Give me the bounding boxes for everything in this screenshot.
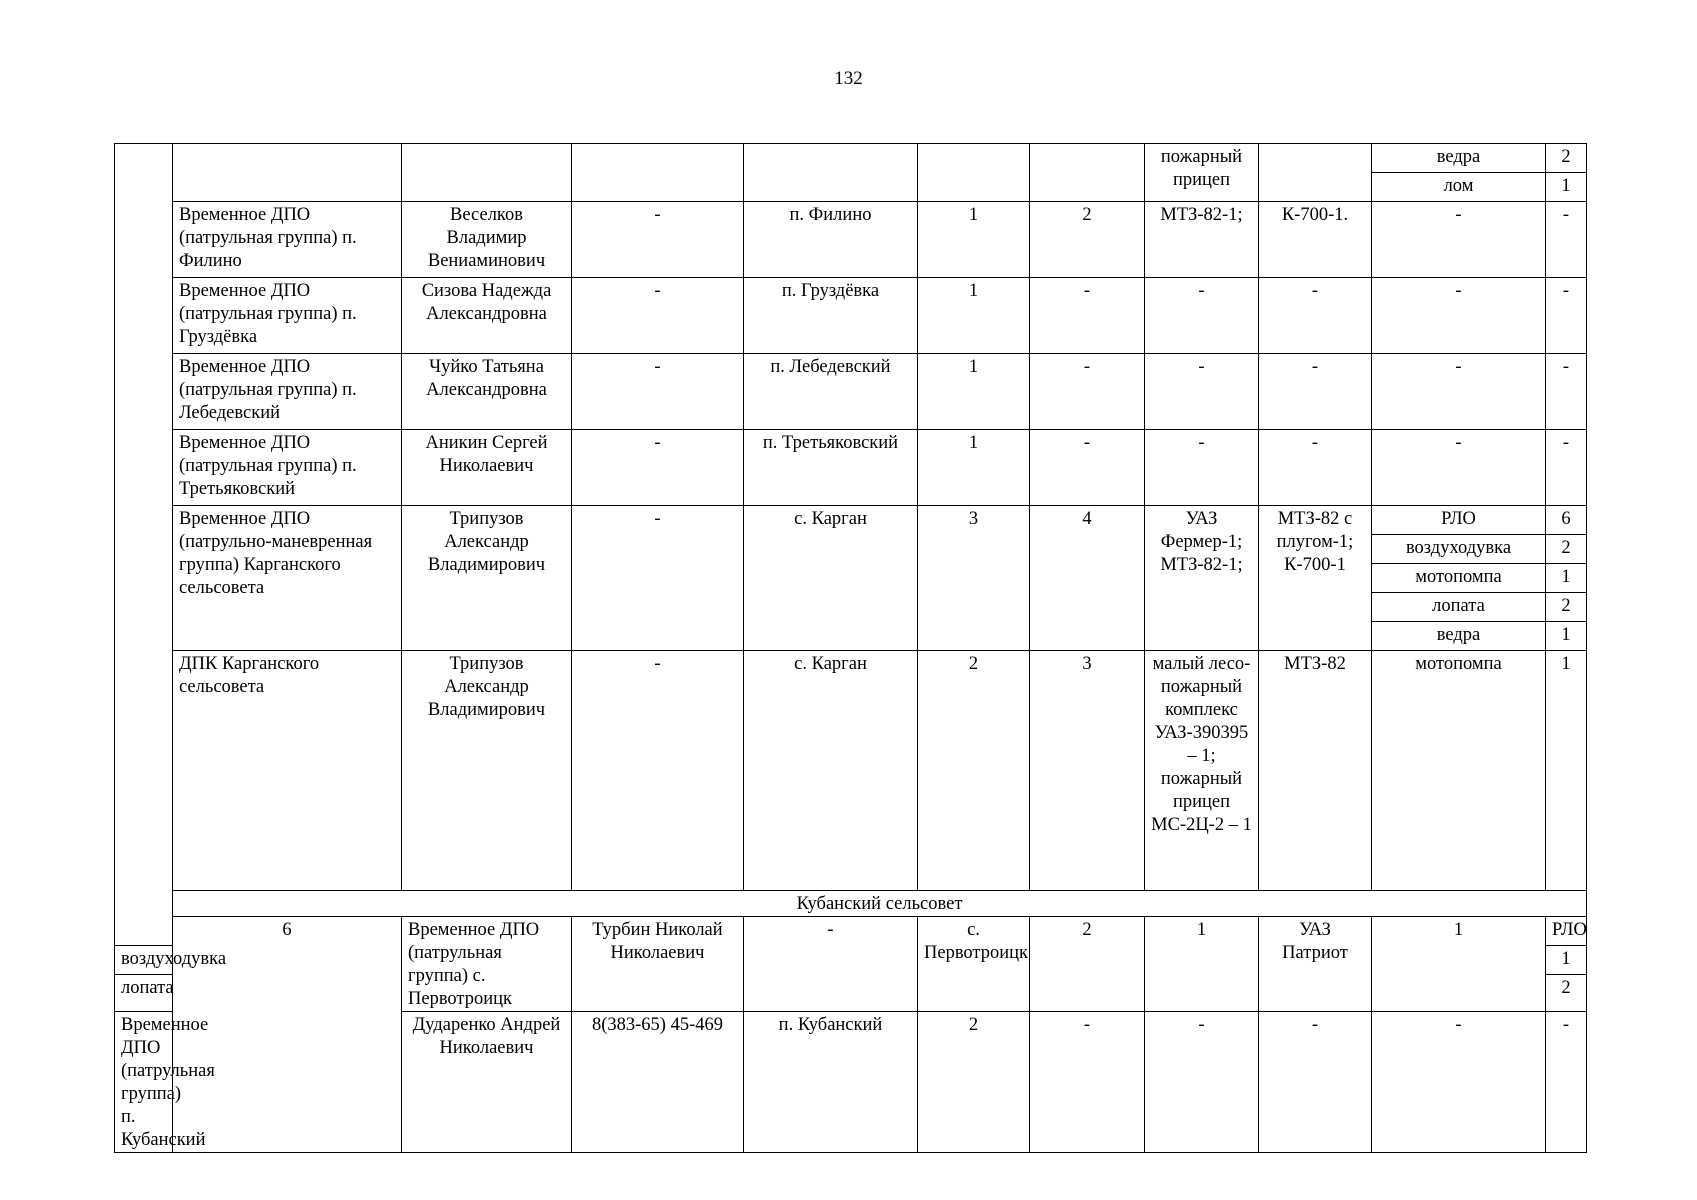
count-cell: - [1030, 430, 1145, 506]
inventory-qty: 1 [1546, 946, 1587, 975]
head-cell: Трипузов Александр Владимирович [402, 651, 572, 891]
phone-cell: - [572, 202, 744, 278]
personnel-cell: 1 [918, 278, 1030, 354]
equipment-b-cell: - [1259, 278, 1372, 354]
unit-name-cell [173, 144, 402, 202]
inventory-qty: 1 [1546, 651, 1587, 891]
inventory-item: РЛО [1546, 917, 1587, 946]
inventory-item: мотопомпа [1372, 564, 1546, 593]
equipment-a-cell: пожарный прицеп [1145, 144, 1259, 202]
head-cell: Сизова Надежда Александровна [402, 278, 572, 354]
phone-cell: - [572, 278, 744, 354]
inventory-qty: - [1546, 1012, 1587, 1153]
inventory-qty: - [1546, 430, 1587, 506]
head-cell: Трипузов Александр Владимирович [402, 506, 572, 651]
inventory-qty: 2 [1546, 144, 1587, 173]
equipment-a-cell: МТЗ-82-1; [1145, 202, 1259, 278]
number-cell: 6 [173, 917, 402, 1153]
equipment-a-cell: - [1145, 278, 1259, 354]
table-row [115, 651, 1587, 891]
inventory-item: мотопомпа [1372, 651, 1546, 891]
unit-name-cell: Временное ДПО (патрульная группа) п. Филино [173, 202, 402, 278]
location-cell: с. Карган [744, 506, 918, 651]
count-cell: 2 [1030, 202, 1145, 278]
count-cell: 1 [1145, 917, 1259, 1012]
personnel-cell: 2 [918, 651, 1030, 891]
equipment-b-cell: МТЗ-82 [1259, 651, 1372, 891]
location-cell: п. Кубанский [744, 1012, 918, 1153]
location-cell: п. Лебедевский [744, 354, 918, 430]
location-cell: п. Груздёвка [744, 278, 918, 354]
equipment-a-cell: УАЗ Патриот [1259, 917, 1372, 1012]
table-row [115, 202, 1587, 278]
personnel-cell: 3 [918, 506, 1030, 651]
inventory-item: РЛО [1372, 506, 1546, 535]
personnel-cell: 1 [918, 354, 1030, 430]
head-cell: Дударенко Андрей Николаевич [402, 1012, 572, 1153]
personnel-cell: 2 [918, 1012, 1030, 1153]
head-cell [402, 144, 572, 202]
page-number: 132 [834, 68, 863, 89]
personnel-cell: 2 [1030, 917, 1145, 1012]
head-cell: Веселков Владимир Вениаминович [402, 202, 572, 278]
unit-name-cell: ДПК Карганского сельсовета [173, 651, 402, 891]
table-row [115, 354, 1587, 430]
count-cell [1030, 144, 1145, 202]
phone-cell: - [744, 917, 918, 1012]
count-cell: - [1030, 278, 1145, 354]
inventory-qty: 2 [1546, 535, 1587, 564]
section-title: Кубанский сельсовет [173, 891, 1587, 917]
equipment-b-cell: МТЗ-82 с плугом-1; К-700-1 [1259, 506, 1372, 651]
table-row [115, 917, 1587, 946]
inventory-qty: - [1546, 202, 1587, 278]
phone-cell: - [572, 651, 744, 891]
phone-cell: - [572, 430, 744, 506]
head-cell: Турбин Николай Николаевич [572, 917, 744, 1012]
unit-name-cell: Временное ДПО (патрульная группа) п. Третьяковский [173, 430, 402, 506]
phone-cell: - [572, 506, 744, 651]
table-row [115, 506, 1587, 535]
inventory-item: - [1372, 1012, 1546, 1153]
inventory-item: - [1372, 202, 1546, 278]
inventory-qty: 2 [1546, 593, 1587, 622]
table-row [115, 144, 1587, 173]
head-cell: Чуйко Татьяна Александровна [402, 354, 572, 430]
inventory-qty: 2 [1546, 975, 1587, 1012]
inventory-item: - [1372, 354, 1546, 430]
unit-name-cell: Временное ДПО (патрульная группа) п. Груздёвка [173, 278, 402, 354]
personnel-cell: 1 [918, 430, 1030, 506]
inventory-qty: 1 [1546, 622, 1587, 651]
personnel-cell [918, 144, 1030, 202]
location-cell: п. Филино [744, 202, 918, 278]
unit-name-cell: Временное ДПО (патрульно-маневренная группа) Карганского сельсовета [173, 506, 402, 651]
equipment-b-cell: К-700-1. [1259, 202, 1372, 278]
inventory-qty: - [1546, 354, 1587, 430]
equipment-a-cell: УАЗ Фермер-1; МТЗ-82-1; [1145, 506, 1259, 651]
number-cell [115, 144, 173, 946]
unit-name-cell: Временное ДПО (патрульная группа) с. Первотроицк [402, 917, 572, 1012]
equipment-b-cell: - [1259, 354, 1372, 430]
count-cell: - [1030, 354, 1145, 430]
section-row [115, 891, 1587, 917]
inventory-qty: 1 [1546, 564, 1587, 593]
equipment-a-cell: - [1145, 430, 1259, 506]
phone-cell: - [572, 354, 744, 430]
inventory-item: ведра [1372, 144, 1546, 173]
inventory-qty: 1 [1546, 173, 1587, 202]
inventory-item: лопата [115, 975, 173, 1012]
unit-name-cell: Временное ДПО (патрульная группа) п. Кубанский [115, 1012, 173, 1153]
count-cell: 4 [1030, 506, 1145, 651]
equipment-a-cell: малый лесо-пожарный комплекс УАЗ-390395 – 1; пожарный прицеп МС-2Ц-2 – 1 [1145, 651, 1259, 891]
inventory-item: - [1372, 430, 1546, 506]
location-cell: с. Карган [744, 651, 918, 891]
inventory-item: лом [1372, 173, 1546, 202]
forces-table [114, 143, 1587, 1153]
phone-cell [572, 144, 744, 202]
unit-name-cell: Временное ДПО (патрульная группа) п. Лебедевский [173, 354, 402, 430]
inventory-qty: - [1546, 278, 1587, 354]
equipment-b-cell: - [1259, 1012, 1372, 1153]
location-cell: с. Первотроицк [918, 917, 1030, 1012]
count-cell: - [1030, 1012, 1145, 1153]
equipment-b-cell: 1 [1372, 917, 1546, 1012]
equipment-a-cell: - [1145, 1012, 1259, 1153]
inventory-item: воздуходувка [1372, 535, 1546, 564]
count-cell: 3 [1030, 651, 1145, 891]
inventory-item: лопата [1372, 593, 1546, 622]
table-row [115, 430, 1587, 506]
inventory-qty: 6 [1546, 506, 1587, 535]
equipment-b-cell [1259, 144, 1372, 202]
inventory-item: ведра [1372, 622, 1546, 651]
head-cell: Аникин Сергей Николаевич [402, 430, 572, 506]
equipment-a-cell: - [1145, 354, 1259, 430]
location-cell [744, 144, 918, 202]
personnel-cell: 1 [918, 202, 1030, 278]
phone-cell: 8(383-65) 45-469 [572, 1012, 744, 1153]
inventory-item: - [1372, 278, 1546, 354]
equipment-b-cell: - [1259, 430, 1372, 506]
table-row [115, 278, 1587, 354]
location-cell: п. Третьяковский [744, 430, 918, 506]
inventory-item: воздуходувка [115, 946, 173, 975]
